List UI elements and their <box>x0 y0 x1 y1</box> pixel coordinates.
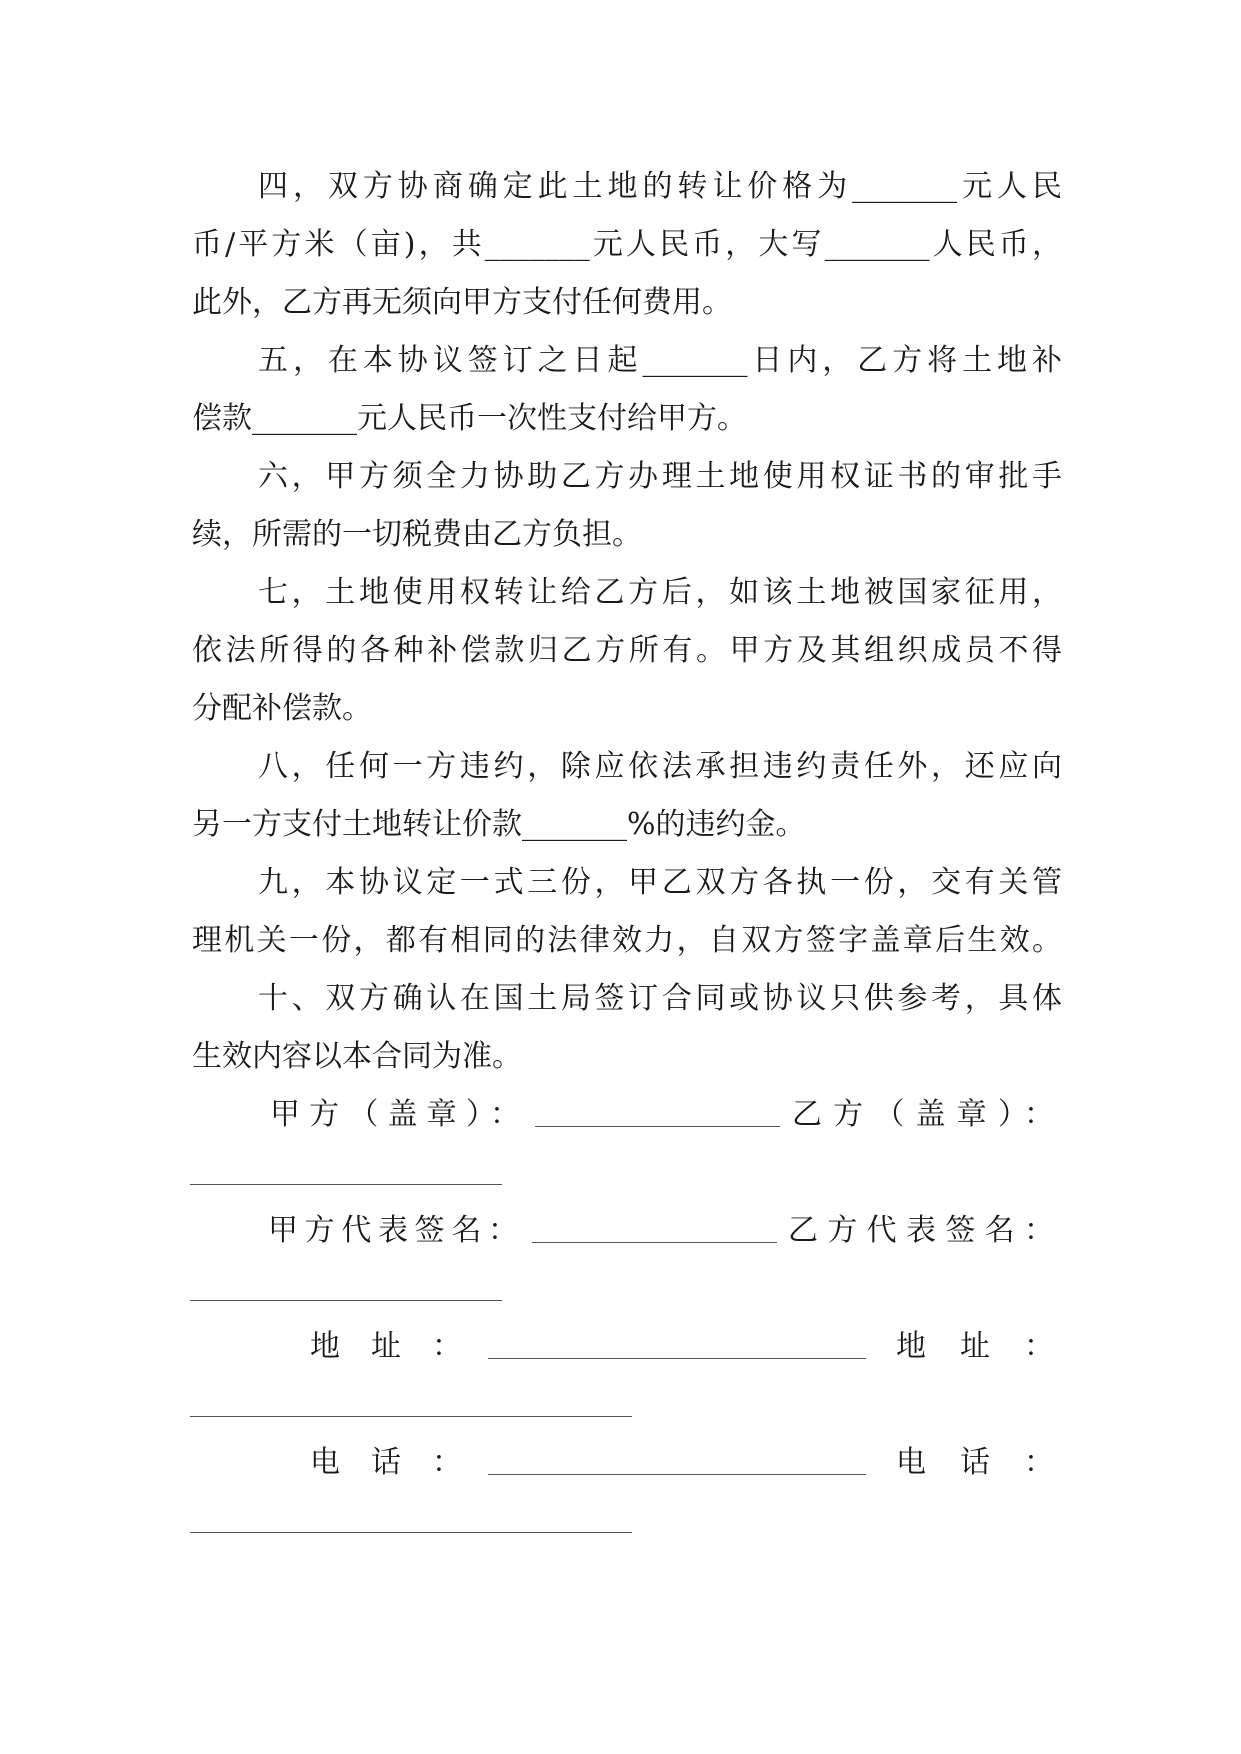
phone-a-line <box>488 1474 866 1475</box>
clause-10-line-2: 生效内容以本合同为准。 <box>192 1039 522 1074</box>
party-a-rep-line <box>532 1242 777 1243</box>
clause-7-line-2: 依法所得的各种补偿款归乙方所有。甲方及其组织成员不得 <box>192 633 1062 668</box>
address-b-label: 地址： <box>896 1329 1054 1364</box>
clause-8-line-2: 另一方支付土地转让价款_______%的违约金。 <box>192 807 806 842</box>
clause-5-line-1: 五，在本协议签订之日起_______日内，乙方将土地补 <box>258 343 1062 378</box>
phone-a-label: 电话： <box>310 1445 462 1480</box>
clause-4-line-3: 此外，乙方再无须向甲方支付任何费用。 <box>192 285 732 320</box>
clause-8-line-1: 八，任何一方违约，除应依法承担违约责任外，还应向 <box>258 749 1062 784</box>
clause-5-line-2: 偿款_______元人民币一次性支付给甲方。 <box>192 401 747 436</box>
party-a-seal-label: 甲方（盖章）： <box>270 1097 520 1132</box>
address-b-line <box>190 1416 632 1417</box>
party-a-seal-line <box>535 1126 780 1127</box>
clause-7-line-3: 分配补偿款。 <box>192 691 372 726</box>
clause-6-line-2: 续，所需的一切税费由乙方负担。 <box>192 517 642 552</box>
clause-4-line-1: 四，双方协商确定此土地的转让价格为_______元人民 <box>258 169 1062 204</box>
clause-4-line-2: 币/平方米（亩)，共_______元人民币，大写_______人民币， <box>192 227 1062 262</box>
address-a-label: 地址： <box>310 1329 462 1364</box>
phone-b-label: 电话： <box>896 1445 1054 1480</box>
clause-9-line-1: 九，本协议定一式三份，甲乙双方各执一份，交有关管 <box>258 865 1062 900</box>
party-a-rep-label: 甲方代表签名： <box>268 1213 518 1248</box>
party-b-rep-label: 乙方代表签名： <box>788 1213 1054 1248</box>
party-b-rep-line <box>190 1300 502 1301</box>
party-b-seal-line <box>190 1184 502 1185</box>
clause-10-line-1: 十、双方确认在国土局签订合同或协议只供参考，具体 <box>258 981 1062 1016</box>
clause-9-line-2: 理机关一份，都有相同的法律效力，自双方签字盖章后生效。 <box>192 923 1062 958</box>
party-b-seal-label: 乙方（盖章）： <box>792 1097 1054 1132</box>
clause-6-line-1: 六，甲方须全力协助乙方办理土地使用权证书的审批手 <box>258 459 1062 494</box>
address-a-line <box>488 1358 866 1359</box>
clause-7-line-1: 七，土地使用权转让给乙方后，如该土地被国家征用， <box>258 575 1062 610</box>
phone-b-line <box>190 1532 632 1533</box>
